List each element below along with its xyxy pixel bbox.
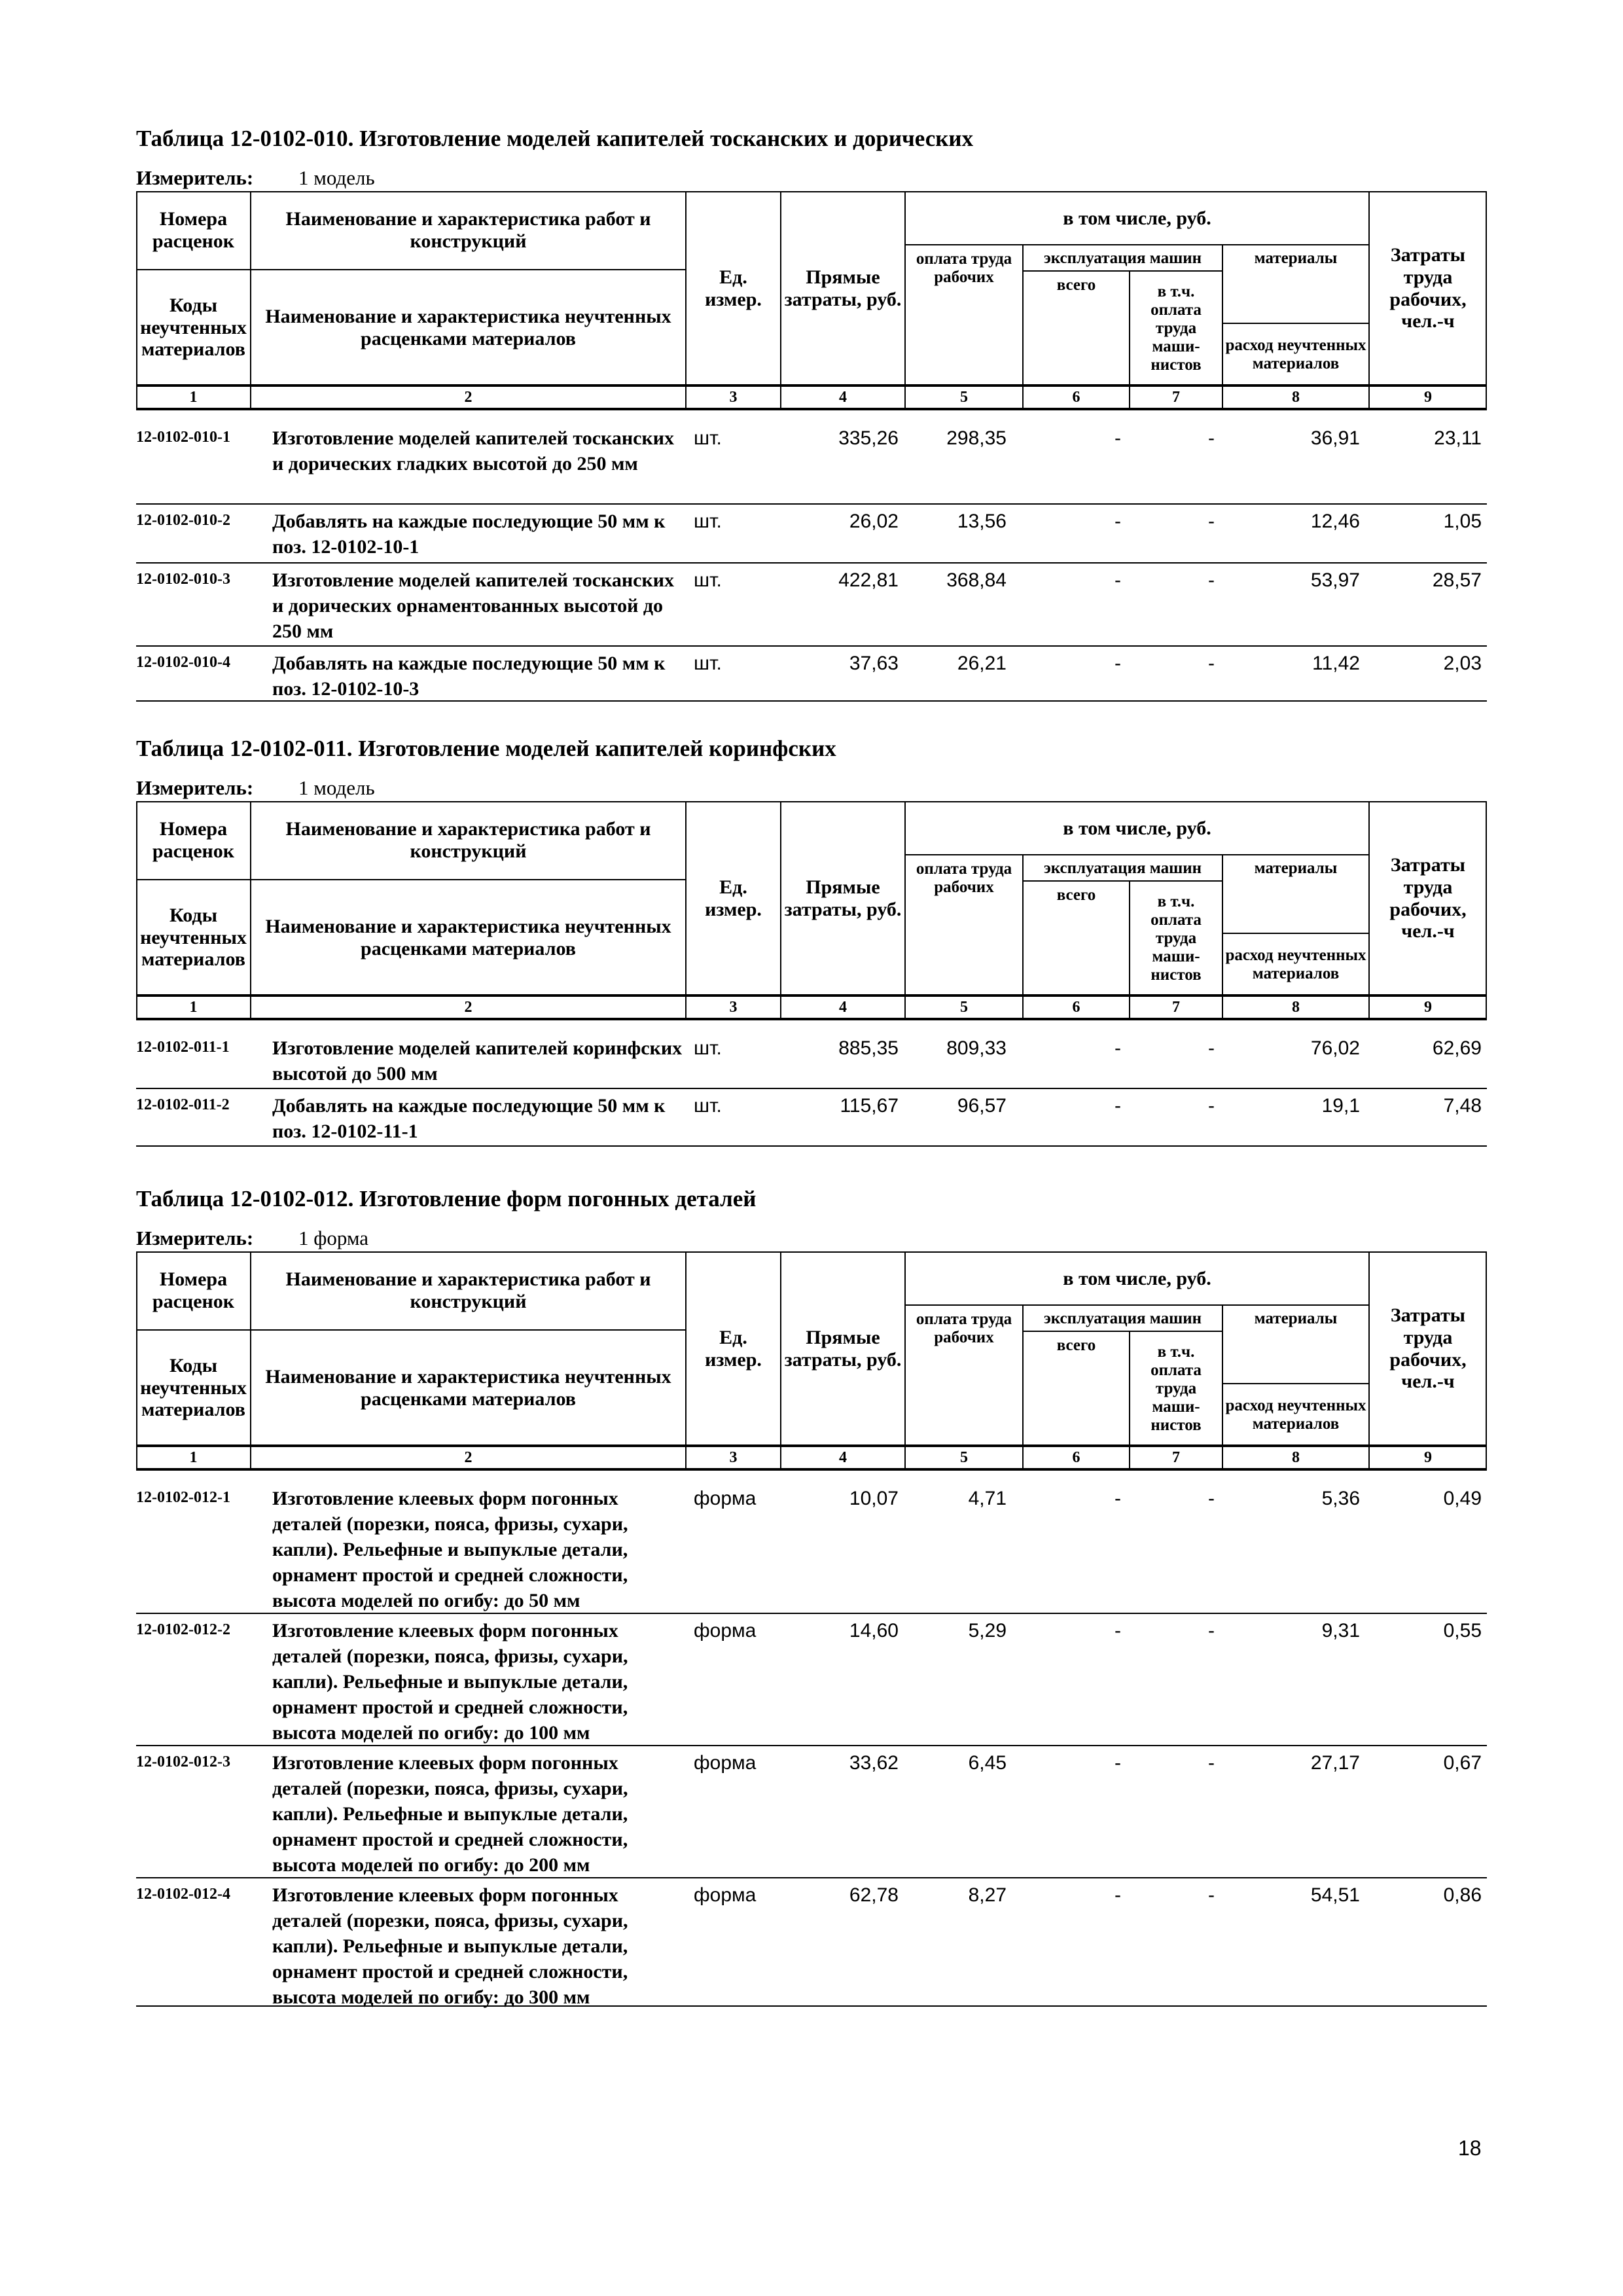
row-materials: 19,1 [1321,1095,1360,1117]
row-machines: - [1115,1488,1121,1509]
header-col-name2: Наименование и характеристика неучтенных расценками материалов [265,1365,671,1410]
header-col-number: Номера расценок [152,208,235,252]
row-unit: форма [694,1620,757,1641]
row-name: Изготовление клеевых форм погонных деталей (порезки, пояса, фризы, сухари, капли). Рельефные и выпуклые детали, орнамент простой и средней сложности, высота моделей по огибу: до 100 мм [272,1620,628,1744]
row-unit: шт. [694,1095,722,1117]
header-num-3: 3 [729,1448,738,1466]
header-num-8: 8 [1292,1448,1300,1466]
row-direct-cost: 37,63 [849,653,899,674]
header-col-incl: в том числе, руб. [1063,1268,1211,1290]
table-header [136,801,1487,1020]
row-direct-cost: 115,67 [840,1095,899,1117]
measure-label: Измеритель: [136,166,254,189]
table-bottom-rule [136,2005,1487,2007]
row-code: 12-0102-011-2 [136,1096,230,1113]
measure-label: Измеритель: [136,776,254,799]
row-labor-hours: 0,86 [1443,1884,1482,1906]
header-col-unit: Ед. измер. [705,266,762,310]
header-num-5: 5 [960,1448,968,1466]
row-direct-cost: 335,26 [838,427,899,449]
measure-line [136,776,375,800]
table-title: Таблица 12-0102-011. Изготовление моделей капителей коринфских [136,736,836,761]
header-col-name: Наименование и характеристика работ и конструкций [285,208,651,252]
measure-line [136,1227,369,1250]
row-machinist-pay: - [1208,1884,1215,1906]
row-direct-cost: 422,81 [838,569,899,591]
row-machinist-pay: - [1208,653,1215,674]
header-col-direct: Прямые затраты, руб. [784,876,902,920]
row-labor-hours: 23,11 [1434,427,1482,449]
header-col-machinist-pay: в т.ч. оплата труда маши-нистов [1150,283,1202,374]
row-labor-hours: 28,57 [1432,569,1482,591]
row-name: Изготовление клеевых форм погонных деталей (порезки, пояса, фризы, сухари, капли). Рельефные и выпуклые детали, орнамент простой и средней сложности, высота моделей по огибу: до 200 мм [272,1752,628,1876]
header-num-6: 6 [1072,998,1080,1016]
row-machinist-pay: - [1208,1095,1215,1117]
measure-line [136,166,375,190]
header-col-machines: эксплуатация машин [1043,249,1202,267]
table-row [136,1745,1487,1877]
header-num-2: 2 [464,388,473,406]
header-col-incl: в том числе, руб. [1063,817,1211,840]
header-col-name: Наименование и характеристика работ и конструкций [285,1268,651,1312]
row-machines: - [1115,1752,1121,1774]
header-num-9: 9 [1424,998,1432,1016]
row-code: 12-0102-012-2 [136,1621,230,1638]
measure-value: 1 форма [298,1227,369,1249]
row-labor-pay: 298,35 [946,427,1007,449]
table-row [136,645,1487,704]
header-col-materials: материалы [1254,249,1338,267]
row-direct-cost: 33,62 [849,1752,899,1774]
row-direct-cost: 885,35 [838,1037,899,1059]
header-col-unit: Ед. измер. [705,1326,762,1371]
row-machinist-pay: - [1208,1620,1215,1641]
row-machines: - [1115,569,1121,591]
row-machinist-pay: - [1208,569,1215,591]
row-code: 12-0102-012-3 [136,1753,230,1770]
row-labor-pay: 13,56 [957,511,1007,532]
row-unit: шт. [694,511,722,532]
header-col-labor: оплата труда рабочих [916,250,1012,286]
row-code: 12-0102-012-1 [136,1489,230,1506]
row-code: 12-0102-011-1 [136,1039,230,1056]
header-col-number: Номера расценок [152,818,235,862]
row-labor-pay: 96,57 [957,1095,1007,1117]
table-row [136,1877,1487,2009]
header-col-machinist-pay: в т.ч. оплата труда маши-нистов [1150,893,1202,984]
row-name: Изготовление моделей капителей тосканских и дорических орнаментованных высотой до 250 мм [272,569,675,642]
row-labor-pay: 368,84 [946,569,1007,591]
header-col-incl: в том числе, руб. [1063,207,1211,230]
row-direct-cost: 26,02 [849,511,899,532]
table-row [136,1031,1487,1088]
header-num-9: 9 [1424,1448,1432,1466]
row-labor-pay: 4,71 [968,1488,1007,1509]
header-col-materials-unacc: расход неучтенных материалов [1225,1397,1366,1433]
table-row [136,1088,1487,1147]
table-bottom-rule [136,700,1487,702]
row-unit: форма [694,1884,757,1906]
row-direct-cost: 62,78 [849,1884,899,1906]
measure-value: 1 модель [298,776,375,799]
header-col-codes: Коды неучтенных материалов [140,905,247,971]
row-unit: шт. [694,653,722,674]
header-num-3: 3 [729,388,738,406]
header-col-machines: эксплуатация машин [1043,859,1202,877]
header-col-labor: оплата труда рабочих [916,1310,1012,1346]
header-num-5: 5 [960,998,968,1016]
row-labor-pay: 26,21 [957,653,1007,674]
row-direct-cost: 14,60 [849,1620,899,1641]
row-labor-pay: 809,33 [946,1037,1007,1059]
header-col-labor: оплата труда рабочих [916,860,1012,896]
table-row [136,1613,1487,1745]
header-col-unit: Ед. измер. [705,876,762,920]
header-num-4: 4 [839,998,847,1016]
row-materials: 9,31 [1321,1620,1360,1641]
header-num-4: 4 [839,1448,847,1466]
row-materials: 11,42 [1312,653,1360,674]
row-machinist-pay: - [1208,1037,1215,1059]
header-col-materials-unacc: расход неучтенных материалов [1225,946,1366,982]
header-num-2: 2 [464,1448,473,1466]
measure-value: 1 модель [298,166,375,189]
row-machinist-pay: - [1208,511,1215,532]
header-num-7: 7 [1172,388,1180,406]
table-row [136,422,1487,503]
row-machines: - [1115,511,1121,532]
header-num-2: 2 [464,998,473,1016]
table-row [136,1482,1487,1613]
row-labor-hours: 0,67 [1443,1752,1482,1774]
header-col-machines-total: всего [1056,276,1096,294]
row-labor-hours: 1,05 [1443,511,1482,532]
table-header [136,191,1487,410]
table-bottom-rule [136,1145,1487,1147]
header-num-1: 1 [189,1448,198,1466]
header-col-machines-total: всего [1056,886,1096,904]
table-header [136,1251,1487,1471]
row-materials: 54,51 [1310,1884,1360,1906]
header-col-number: Номера расценок [152,1268,235,1312]
header-col-machines: эксплуатация машин [1043,1310,1202,1327]
header-num-5: 5 [960,388,968,406]
header-col-labor-cost: Затраты труда рабочих, чел.-ч [1389,244,1467,332]
table-body [136,422,1487,704]
row-machines: - [1115,653,1121,674]
row-labor-hours: 62,69 [1432,1037,1482,1059]
header-num-1: 1 [189,998,198,1016]
row-unit: шт. [694,569,722,591]
row-code: 12-0102-010-3 [136,571,230,588]
table-body [136,1031,1487,1147]
table-row [136,562,1487,645]
row-labor-hours: 0,49 [1443,1488,1482,1509]
table-body [136,1482,1487,2009]
header-num-6: 6 [1072,388,1080,406]
row-labor-pay: 5,29 [968,1620,1007,1641]
header-col-direct: Прямые затраты, руб. [784,266,902,310]
row-machines: - [1115,1620,1121,1641]
row-machinist-pay: - [1208,1752,1215,1774]
row-machines: - [1115,1095,1121,1117]
row-name: Добавлять на каждые последующие 50 мм к поз. 12-0102-11-1 [272,1095,666,1142]
row-machines: - [1115,1037,1121,1059]
row-machines: - [1115,1884,1121,1906]
header-col-labor-cost: Затраты труда рабочих, чел.-ч [1389,854,1467,942]
row-name: Добавлять на каждые последующие 50 мм к поз. 12-0102-10-1 [272,511,666,558]
table-title: Таблица 12-0102-010. Изготовление моделей капителей тосканских и дорических [136,126,974,151]
row-name: Изготовление клеевых форм погонных деталей (порезки, пояса, фризы, сухари, капли). Рельефные и выпуклые детали, орнамент простой и средней сложности, высота моделей по огибу: до 300 мм [272,1884,628,2008]
header-col-labor-cost: Затраты труда рабочих, чел.-ч [1389,1304,1467,1393]
row-machinist-pay: - [1208,427,1215,449]
row-materials: 12,46 [1310,511,1360,532]
header-col-direct: Прямые затраты, руб. [784,1326,902,1371]
header-col-machines-total: всего [1056,1336,1096,1354]
row-unit: шт. [694,1037,722,1059]
row-labor-hours: 2,03 [1443,653,1482,674]
table-title: Таблица 12-0102-012. Изготовление форм погонных деталей [136,1186,757,1211]
row-materials: 53,97 [1310,569,1360,591]
row-unit: форма [694,1752,757,1774]
row-direct-cost: 10,07 [849,1488,899,1509]
row-code: 12-0102-012-4 [136,1886,230,1903]
row-materials: 36,91 [1310,427,1360,449]
header-col-materials: материалы [1254,1310,1338,1327]
header-col-materials-unacc: расход неучтенных материалов [1225,336,1366,372]
row-name: Добавлять на каждые последующие 50 мм к поз. 12-0102-10-3 [272,653,666,700]
row-name: Изготовление моделей капителей тосканских и дорических гладких высотой до 250 мм [272,427,675,475]
row-labor-pay: 8,27 [968,1884,1007,1906]
header-num-8: 8 [1292,388,1300,406]
row-name: Изготовление клеевых форм погонных деталей (порезки, пояса, фризы, сухари, капли). Рельефные и выпуклые детали, орнамент простой и средней сложности, высота моделей по огибу: до 50 мм [272,1488,628,1611]
header-col-name: Наименование и характеристика работ и конструкций [285,818,651,862]
measure-label: Измеритель: [136,1227,254,1249]
header-num-7: 7 [1172,1448,1180,1466]
row-code: 12-0102-010-4 [136,654,230,671]
header-num-1: 1 [189,388,198,406]
header-col-codes: Коды неучтенных материалов [140,295,247,361]
row-unit: шт. [694,427,722,449]
row-labor-hours: 0,55 [1443,1620,1482,1641]
row-code: 12-0102-010-2 [136,512,230,529]
row-materials: 27,17 [1310,1752,1360,1774]
header-col-materials: материалы [1254,859,1338,877]
header-num-6: 6 [1072,1448,1080,1466]
header-col-machinist-pay: в т.ч. оплата труда маши-нистов [1150,1343,1202,1434]
header-col-codes: Коды неучтенных материалов [140,1355,247,1421]
page-number: 18 [1458,2136,1482,2160]
header-col-name2: Наименование и характеристика неучтенных расценками материалов [265,305,671,350]
header-col-name2: Наименование и характеристика неучтенных расценками материалов [265,915,671,960]
row-labor-pay: 6,45 [968,1752,1007,1774]
header-num-4: 4 [839,388,847,406]
header-num-8: 8 [1292,998,1300,1016]
row-materials: 76,02 [1310,1037,1360,1059]
row-materials: 5,36 [1321,1488,1360,1509]
row-machines: - [1115,427,1121,449]
header-num-3: 3 [729,998,738,1016]
row-labor-hours: 7,48 [1443,1095,1482,1117]
row-machinist-pay: - [1208,1488,1215,1509]
header-num-9: 9 [1424,388,1432,406]
table-row [136,503,1487,562]
row-unit: форма [694,1488,757,1509]
row-code: 12-0102-010-1 [136,429,230,446]
header-num-7: 7 [1172,998,1180,1016]
row-name: Изготовление моделей капителей коринфских высотой до 500 мм [272,1037,683,1085]
